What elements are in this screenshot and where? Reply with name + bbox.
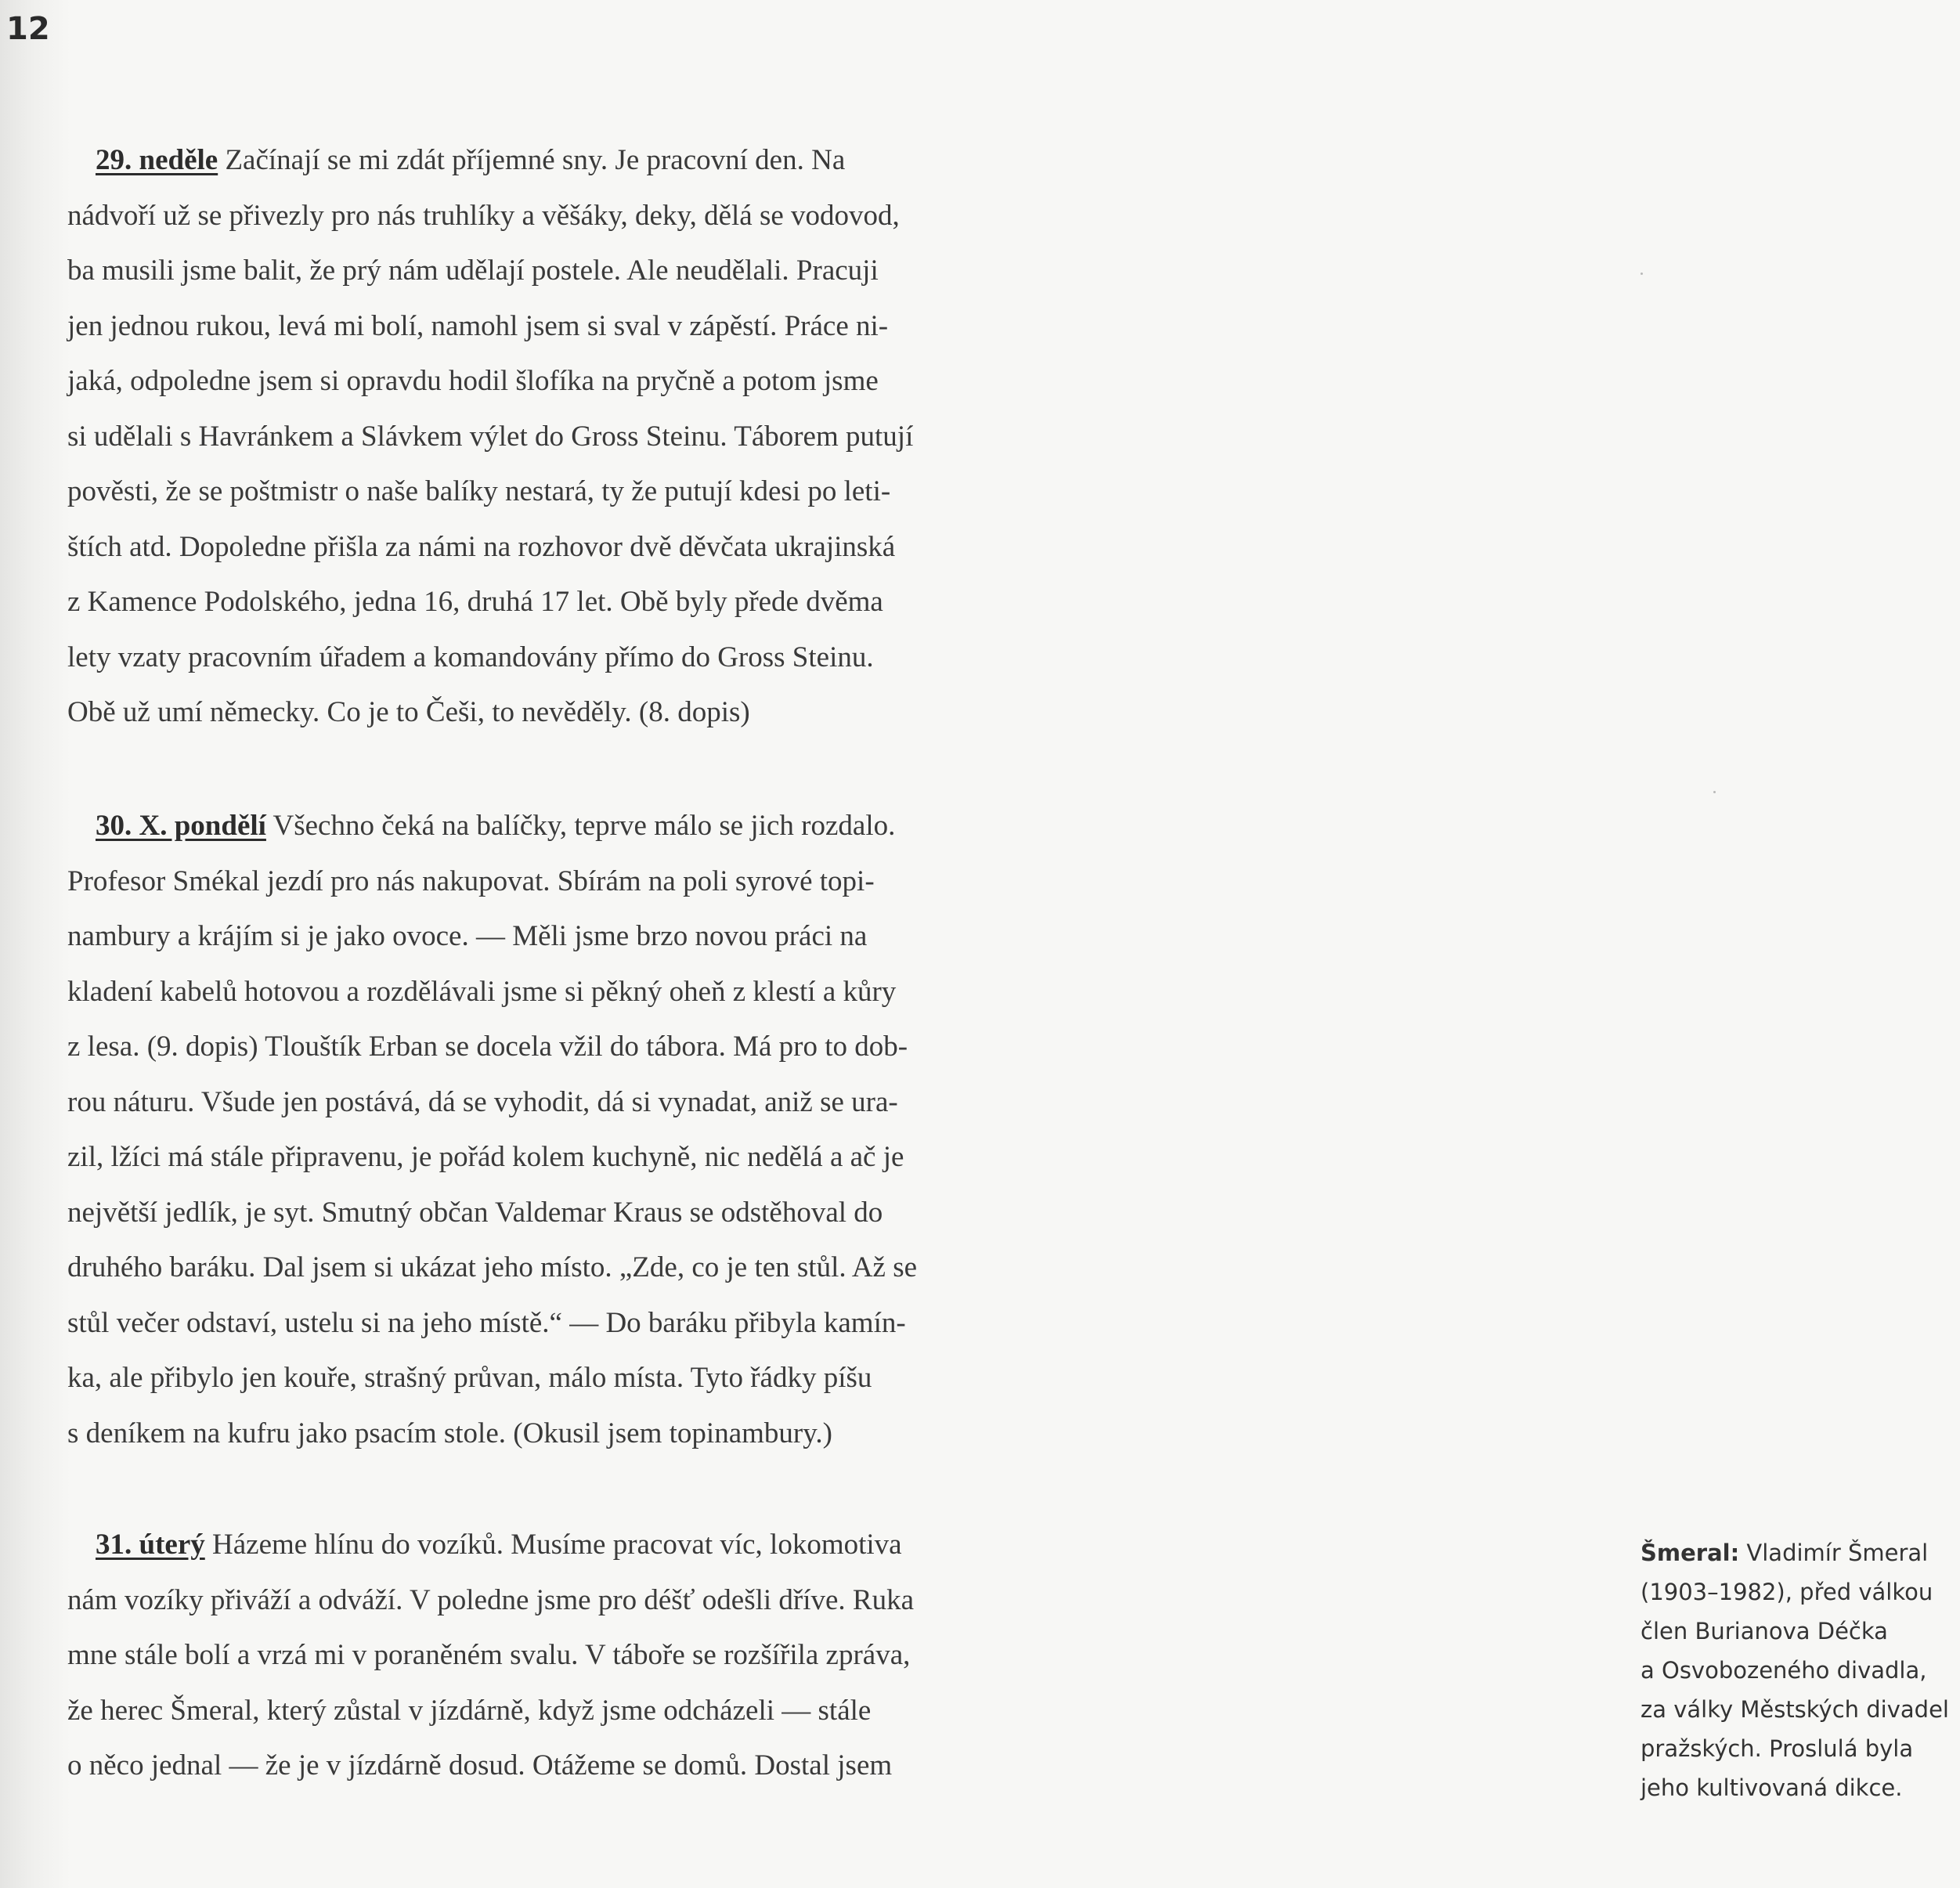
entry-date: 29. neděle: [96, 144, 218, 176]
entry-line: štích atd. Dopoledne přišla za námi na rozhovor dvě děvčata ukrajinská: [67, 530, 896, 563]
margin-note-line: (1903–1982), před válkou: [1641, 1579, 1933, 1605]
scan-speck: [1713, 791, 1716, 793]
entry-line: Obě už umí německy. Co je to Češi, to nevěděly. (8. dopis): [67, 696, 750, 728]
margin-note-line: za války Městských divadel: [1641, 1696, 1949, 1723]
entry-first-line: [67, 1518, 1187, 1573]
diary-entry-30: [67, 799, 1187, 1461]
entry-line: že herec Šmeral, který zůstal v jízdárně, když jsme odcházeli — stále: [67, 1694, 872, 1727]
entry-line: největší jedlík, je syt. Smutný občan Valdemar Kraus se odstěhoval do: [67, 1196, 883, 1229]
entry-date: 31. úterý: [96, 1529, 205, 1561]
entry-first-line: [67, 799, 1187, 854]
entry-date: 30. X. pondělí: [96, 810, 266, 842]
diary-entry-31: [67, 1518, 1187, 1794]
scan-speck: [1641, 273, 1643, 275]
entry-line: z lesa. (9. dopis) Tlouštík Erban se docela vžil do tábora. Má pro to dob-: [67, 1031, 908, 1063]
entry-first-line: [67, 133, 1187, 189]
entry-line: kladení kabelů hotovou a rozdělávali jsme si pěkný oheň z klestí a kůry: [67, 975, 897, 1008]
page-gutter-shadow: [0, 0, 70, 1888]
entry-line: stůl večer odstaví, ustelu si na jeho místě.“ — Do baráku přibyla kamín-: [67, 1306, 906, 1339]
entry-line: lety vzaty pracovním úřadem a komandovány přímo do Gross Steinu.: [67, 641, 874, 673]
entry-line: Profesor Smékal jezdí pro nás nakupovat. Sbírám na poli syrové topi-: [67, 865, 875, 897]
entry-text: Všechno čeká na balíčky, teprve málo se jich rozdalo.: [265, 810, 896, 842]
entry-line: druhého baráku. Dal jsem si ukázat jeho místo. „Zde, co je ten stůl. Až se: [67, 1251, 918, 1283]
margin-note: [1641, 1533, 1954, 1807]
margin-note-line: pražských. Proslulá byla: [1641, 1735, 1914, 1762]
entry-line: nám vozíky přiváží a odváží. V poledne jsme pro déšť odešli dříve. Ruka: [67, 1583, 915, 1616]
entry-line: zil, lžíci má stále připravenu, je pořád kolem kuchyně, nic nedělá a ač je: [67, 1141, 904, 1173]
margin-note-line: člen Burianova Déčka: [1641, 1618, 1888, 1644]
entry-text: Házeme hlínu do vozíků. Musíme pracovat víc, lokomotiva: [204, 1529, 902, 1561]
entry-line: si udělali s Havránkem a Slávkem výlet do Gross Steinu. Táborem putují: [67, 420, 914, 453]
entry-line: pověsti, že se poštmistr o naše balíky nestará, ty že putují kdesi po leti-: [67, 475, 891, 507]
diary-entry-29: [67, 133, 1187, 741]
entry-line: jaká, odpoledne jsem si opravdu hodil šlofíka na pryčně a potom jsme: [67, 365, 879, 397]
entry-line: ba musili jsme balit, že prý nám udělají postele. Ale neudělali. Pracuji: [67, 255, 879, 287]
entry-text: Začínají se mi zdát příjemné sny. Je pracovní den. Na: [218, 144, 846, 176]
entry-line: nambury a krájím si je jako ovoce. — Měli jsme brzo novou práci na: [67, 920, 868, 952]
entry-line: o něco jednal — že je v jízdárně dosud. Otážeme se domů. Dostal jsem: [67, 1749, 893, 1782]
margin-note-term: Šmeral:: [1641, 1540, 1740, 1566]
entry-line: rou náturu. Všude jen postává, dá se vyhodit, dá si vynadat, aniž se ura-: [67, 1085, 898, 1118]
entry-line: nádvoří už se přivezly pro nás truhlíky a věšáky, deky, dělá se vodovod,: [67, 199, 900, 232]
margin-note-line: jeho kultivovaná dikce.: [1641, 1774, 1903, 1801]
entry-line: ka, ale přibylo jen kouře, strašný průvan, málo místa. Tyto řádky píšu: [67, 1362, 872, 1394]
margin-note-first-line: [1641, 1533, 1954, 1572]
margin-note-text: Vladimír Šmeral: [1739, 1540, 1929, 1566]
entry-line: z Kamence Podolského, jedna 16, druhá 17 let. Obě byly přede dvěma: [67, 586, 883, 618]
page-number: 12: [6, 11, 50, 47]
entry-line: jen jednou rukou, levá mi bolí, namohl jsem si sval v zápěstí. Práce ni-: [67, 309, 889, 342]
margin-note-line: a Osvobozeného divadla,: [1641, 1657, 1927, 1684]
entry-line: mne stále bolí a vrzá mi v poraněném svalu. V táboře se rozšířila zpráva,: [67, 1639, 911, 1671]
entry-line: s deníkem na kufru jako psacím stole. (Okusil jsem topinambury.): [67, 1417, 832, 1449]
